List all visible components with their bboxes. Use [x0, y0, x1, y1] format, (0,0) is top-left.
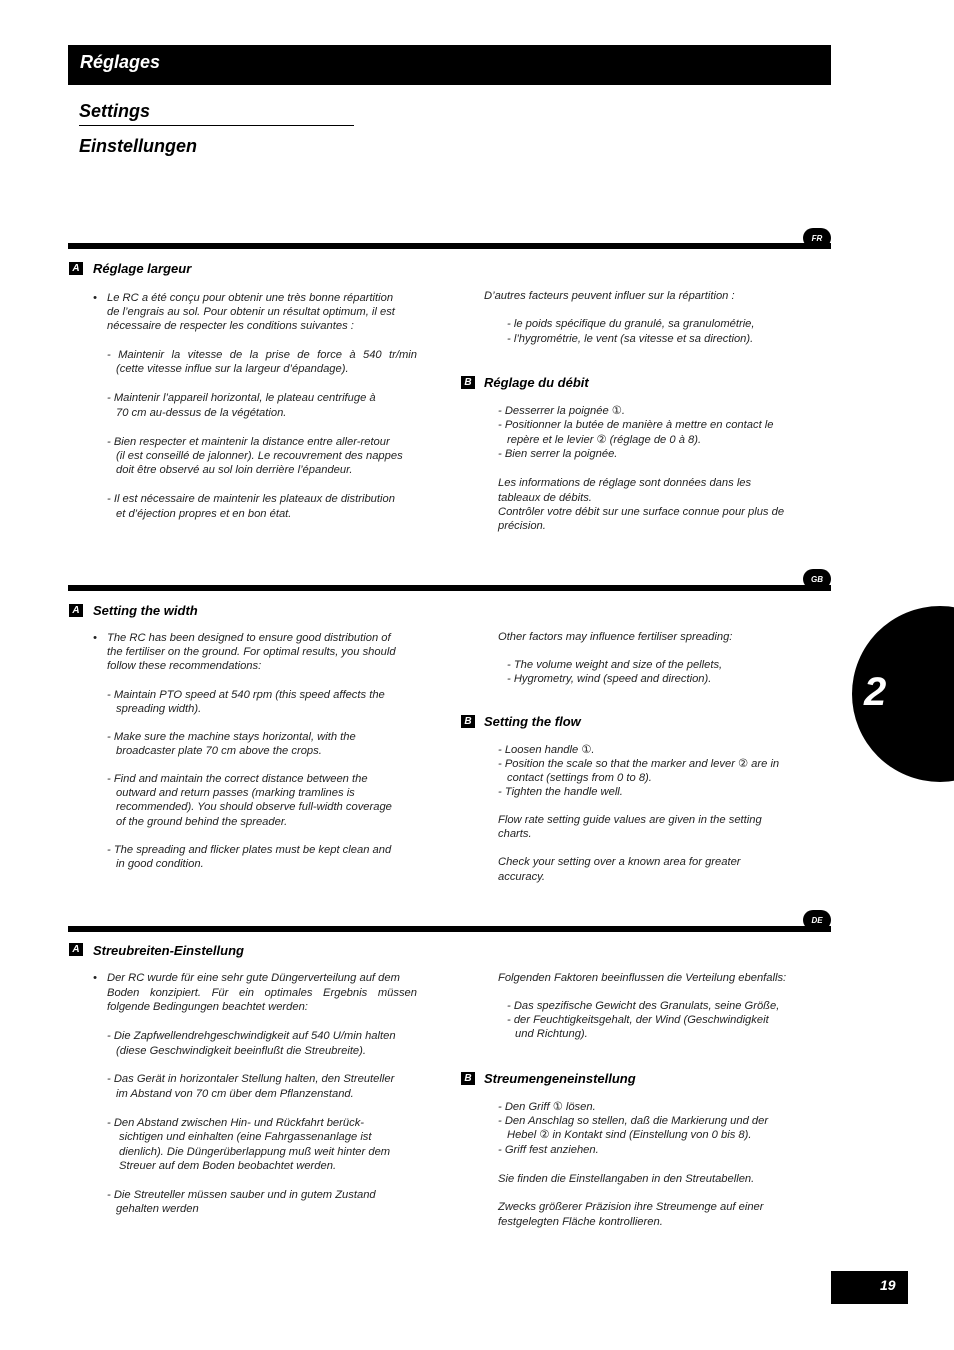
list-item: - The spreading and flicker plates must be kept clean and — [107, 844, 392, 856]
heading-width-gb: Setting the width — [93, 603, 198, 618]
intro-line: follow these recommendations: — [107, 660, 262, 672]
factor-item: - Das spezifische Gewicht des Granulats, seine Größe, — [507, 1000, 780, 1012]
note-line: festgelegten Fläche kontrollieren. — [498, 1216, 663, 1228]
step-line: - Position the scale so that the marker and lever ② are in — [498, 758, 780, 770]
intro-line: de l’engrais au sol. Pour obtenir un résultat optimum, il est — [107, 306, 395, 318]
note-line: Sie finden die Einstellangaben in den Streutabellen. — [498, 1173, 755, 1185]
section-letter-a: A — [69, 262, 83, 275]
list-item: in good condition. — [116, 858, 204, 870]
list-item: recommended). You should observe full-width coverage — [116, 801, 392, 813]
factors-intro: Other factors may influence fertiliser spreading: — [498, 631, 733, 643]
list-item: im Abstand von 70 cm über dem Pflanzenstand. — [116, 1088, 354, 1100]
factors-intro: Folgenden Faktoren beeinflussen die Verteilung ebenfalls: — [498, 972, 787, 984]
list-item: - Find and maintain the correct distance between the — [107, 773, 368, 785]
language-tab-fr: FR — [803, 228, 831, 248]
note-line: Zwecks größerer Präzision ihre Streumenge auf einer — [498, 1201, 764, 1213]
chapter-number: 2 — [864, 670, 887, 714]
page-number: 19 — [880, 1277, 896, 1293]
heading-width-de: Streubreiten-Einstellung — [93, 943, 244, 958]
header-bar — [68, 45, 831, 85]
list-item: - Maintenir l’appareil horizontal, le plateau centrifuge à — [107, 392, 376, 404]
note-line: Contrôler votre débit sur une surface connue pour plus de — [498, 506, 785, 518]
subtitle-english: Settings — [79, 101, 151, 121]
list-item: et d’éjection propres et en bon état. — [116, 508, 292, 520]
heading-flow-fr: Réglage du débit — [484, 375, 589, 390]
factor-item: - l’hygrométrie, le vent (sa vitesse et sa direction). — [507, 333, 754, 345]
bullet: • — [93, 632, 97, 644]
section-letter-a: A — [69, 604, 83, 617]
list-item: doit être observé au sol loin derrière l’épandeur. — [116, 464, 353, 476]
step-line: - Griff fest anziehen. — [498, 1144, 599, 1156]
list-item: - Den Abstand zwischen Hin- und Rückfahrt berück- — [107, 1117, 365, 1129]
step-line: - Desserrer la poignée ①. — [498, 405, 625, 417]
step-line: - Bien serrer la poignée. — [498, 448, 618, 460]
step-line: - Tighten the handle well. — [498, 786, 623, 798]
list-item: - Bien respecter et maintenir la distance entre aller-retour — [107, 436, 390, 448]
list-item: dienlich). Die Düngerüberlappung muß weit hinter dem — [119, 1146, 391, 1158]
intro-line: folgende Bedingungen beachtet werden: — [107, 1001, 308, 1013]
step-line: - Den Griff ① lösen. — [498, 1101, 596, 1113]
subtitle-german: Einstellungen — [79, 136, 198, 156]
intro-line: The RC has been designed to ensure good distribution of — [107, 632, 391, 644]
step-line: - Den Anschlag so stellen, daß die Markierung und der — [498, 1115, 769, 1127]
intro-line: the fertiliser on the ground. For optimal results, you should — [107, 646, 396, 658]
section-letter-b: B — [461, 376, 475, 389]
section-letter-b: B — [461, 1072, 475, 1085]
list-item: spreading width). — [116, 703, 202, 715]
intro-line: Der RC wurde für eine sehr gute Düngerverteilung auf dem — [107, 972, 400, 984]
factor-item: - The volume weight and size of the pellets, — [507, 659, 723, 671]
section-letter-b: B — [461, 715, 475, 728]
note-line: accuracy. — [498, 871, 546, 883]
step-line: - Positionner la butée de manière à mettre en contact le — [498, 419, 774, 431]
section-rule-gb — [68, 585, 831, 591]
note-line: précision. — [498, 520, 546, 532]
intro-line: nécessaire de respecter les conditions suivantes : — [107, 320, 354, 332]
step-line: - Loosen handle ①. — [498, 744, 595, 756]
heading-flow-de: Streumengeneinstellung — [484, 1071, 636, 1086]
list-item: - Die Streuteller müssen sauber und in gutem Zustand — [107, 1189, 376, 1201]
list-item: sichtigen und einhalten (eine Fahrgassenanlage ist — [119, 1131, 372, 1143]
heading-width-fr: Réglage largeur — [93, 261, 192, 276]
step-line: Hebel ② in Kontakt sind (Einstellung von 0 bis 8). — [507, 1129, 752, 1141]
note-line: tableaux de débits. — [498, 492, 592, 504]
heading-flow-gb: Setting the flow — [484, 714, 581, 729]
list-item: - Maintain PTO speed at 540 rpm (this speed affects the — [107, 689, 385, 701]
step-line: repère et le levier ② (réglage de 0 à 8). — [507, 434, 702, 446]
bullet: • — [93, 292, 97, 304]
list-item: (diese Geschwindigkeit beeinflußt die Streubreite). — [116, 1045, 366, 1057]
factor-item: - Hygrometry, wind (speed and direction). — [507, 673, 712, 685]
list-item: (cette vitesse influe sur la largeur d’épandage). — [116, 363, 349, 375]
note-line: Flow rate setting guide values are given in the setting — [498, 814, 762, 826]
intro-line: Le RC a été conçu pour obtenir une très bonne répartition — [107, 292, 394, 304]
list-item: - Il est nécessaire de maintenir les plateaux de distribution — [107, 493, 395, 505]
section-rule-de — [68, 926, 831, 932]
page-number-box — [831, 1271, 908, 1304]
list-item: of the ground behind the spreader. — [116, 816, 288, 828]
section-rule-fr — [68, 243, 831, 249]
note-line: Check your setting over a known area for greater — [498, 856, 741, 868]
step-line: contact (settings from 0 to 8). — [507, 772, 652, 784]
subtitle-underline — [79, 125, 354, 126]
list-item: - Das Gerät in horizontaler Stellung halten, den Streuteller — [107, 1073, 395, 1085]
note-line: charts. — [498, 828, 532, 840]
section-letter-a: A — [69, 943, 83, 956]
language-tab-gb: GB — [803, 569, 831, 589]
list-item: 70 cm au-dessus de la végétation. — [116, 407, 287, 419]
list-item: Streuer auf dem Boden beobachtet werden. — [119, 1160, 337, 1172]
list-item: gehalten werden — [116, 1203, 199, 1215]
page-title: Réglages — [80, 52, 161, 72]
factor-item: - der Feuchtigkeitsgehalt, der Wind (Geschwindigkeit — [507, 1014, 769, 1026]
list-item: broadcaster plate 70 cm above the crops. — [116, 745, 322, 757]
factor-item: - le poids spécifique du granulé, sa granulométrie, — [507, 318, 755, 330]
list-item: (il est conseillé de jalonner). Le recouvrement des nappes — [116, 450, 403, 462]
factor-item: und Richtung). — [515, 1028, 588, 1040]
intro-line: Boden konzipiert. Für ein optimales Ergebnis müssen — [107, 987, 417, 999]
list-item: outward and return passes (marking tramlines is — [116, 787, 355, 799]
list-item: - Die Zapfwellendrehgeschwindigkeit auf 540 U/min halten — [107, 1030, 396, 1042]
list-item: - Make sure the machine stays horizontal, with the — [107, 731, 356, 743]
note-line: Les informations de réglage sont données dans les — [498, 477, 752, 489]
factors-intro: D’autres facteurs peuvent influer sur la répartition : — [484, 290, 735, 302]
bullet: • — [93, 972, 97, 984]
list-item: - Maintenir la vitesse de la prise de force à 540 tr/min — [107, 349, 417, 361]
language-tab-de: DE — [803, 910, 831, 930]
